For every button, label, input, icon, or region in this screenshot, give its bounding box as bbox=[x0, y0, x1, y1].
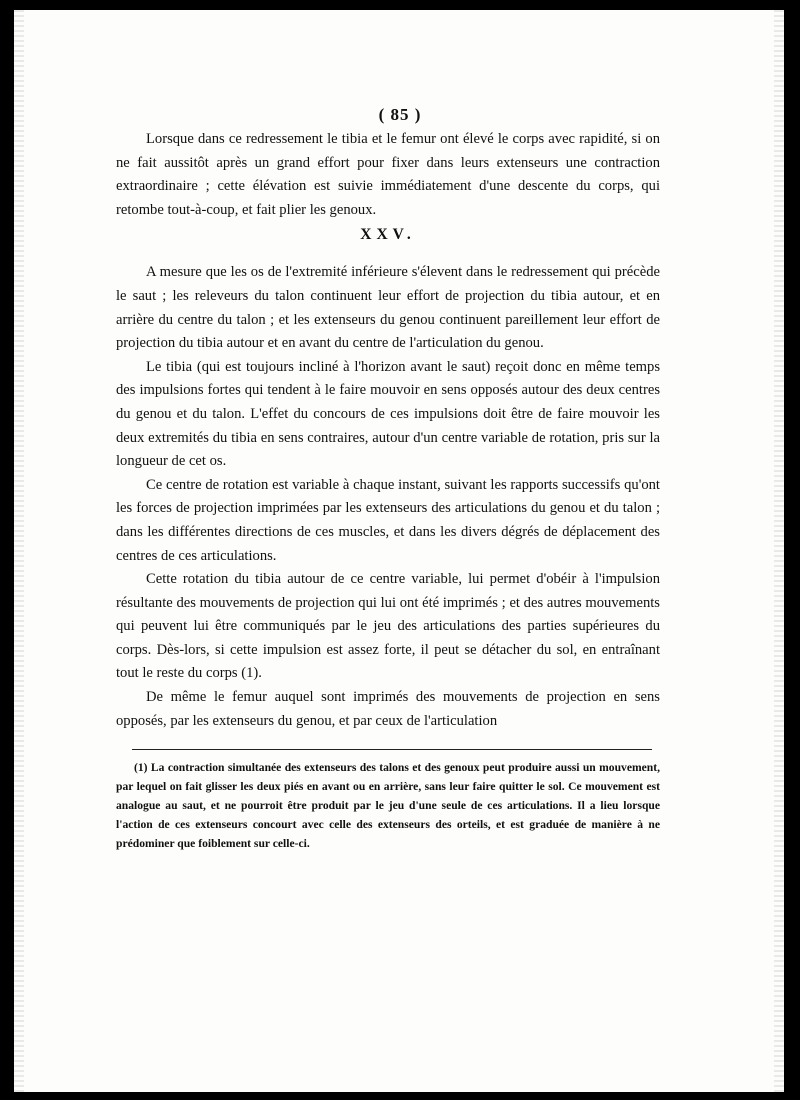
section-title: XXV. bbox=[360, 226, 416, 244]
paragraph-1: A mesure que les os de l'extremité inférieure s'élevent dans le redressement qui précède le saut ; les releveurs du talon continuent leur effort de projection du tibia autour, et en arrière du centre du talon ; et les extenseurs du genou continuent pareillement leur effort de projection du tibia autour et en avant du centre de l'articulation du genou. bbox=[116, 264, 660, 352]
paragraph-5: De même le femur auquel sont imprimés des mouvements de projection en sens opposés, par les extenseurs du genou, et par ceux de l'articulation bbox=[116, 689, 660, 729]
page-number: ( 85 ) bbox=[378, 105, 422, 124]
paragraph-3: Ce centre de rotation est variable à chaque instant, suivant les rapports successifs qu'ont les forces de projection imprimées par les extenseurs des articulations du genou et du talon ; dans les différentes directions de ces muscles, et dans les divers dégrés de déplacement des centres de ces articulations. bbox=[116, 476, 660, 564]
page-text-block bbox=[116, 102, 660, 853]
paragraph-intro: Lorsque dans ce redressement le tibia et le femur ont élevé le corps avec rapidité, si on ne fait aussitôt après un grand effort pour fixer dans leurs extenseurs une contraction extraordinaire ; cette élévation est suivie immédiatement d'une descente du corps, qui retombe tout-à-coup, et fait plier les genoux. bbox=[116, 131, 660, 218]
footnote: (1) La contraction simultanée des extenseurs des talons et des genoux peut produire aussi un mouvement, par lequel on fait glisser les deux piés en avant ou en arrière, sans leur faire quitter le sol. Ce mouvement est analogue au saut, et ne pourroit être produit par le jeu d'une seule de ces articulations. Il a lieu lorsque l'action de ces extenseurs concourt avec celle des extenseurs des orteils, et est graduée de manière à ne prédominer que foiblement sur celle-ci. bbox=[116, 761, 660, 851]
paragraph-4: Cette rotation du tibia autour de ce centre variable, lui permet d'obéir à l'impulsion résultante des mouvements de projection qui lui ont été imprimés ; et des autres mouvements qui peuvent lui être communiqués par le jeu des articulations des parties supérieures du corps. Dès-lors, si cette impulsion est assez forte, il peut se détacher du sol, en entraînant tout le reste du corps (1). bbox=[116, 571, 660, 682]
book-page bbox=[14, 10, 784, 1092]
paragraph-2: Le tibia (qui est toujours incliné à l'horizon avant le saut) reçoit donc en même temps des impulsions fortes qui tendent à le faire mouvoir en sens opposés autour des deux centres du genou et du talon. L'effet du concours de ces impulsions doit être de faire mouvoir les deux extremités du tibia en sens contraires, autour d'un centre variable de rotation, pris sur la longueur de cet os. bbox=[116, 358, 660, 470]
footnote-divider bbox=[132, 749, 652, 750]
